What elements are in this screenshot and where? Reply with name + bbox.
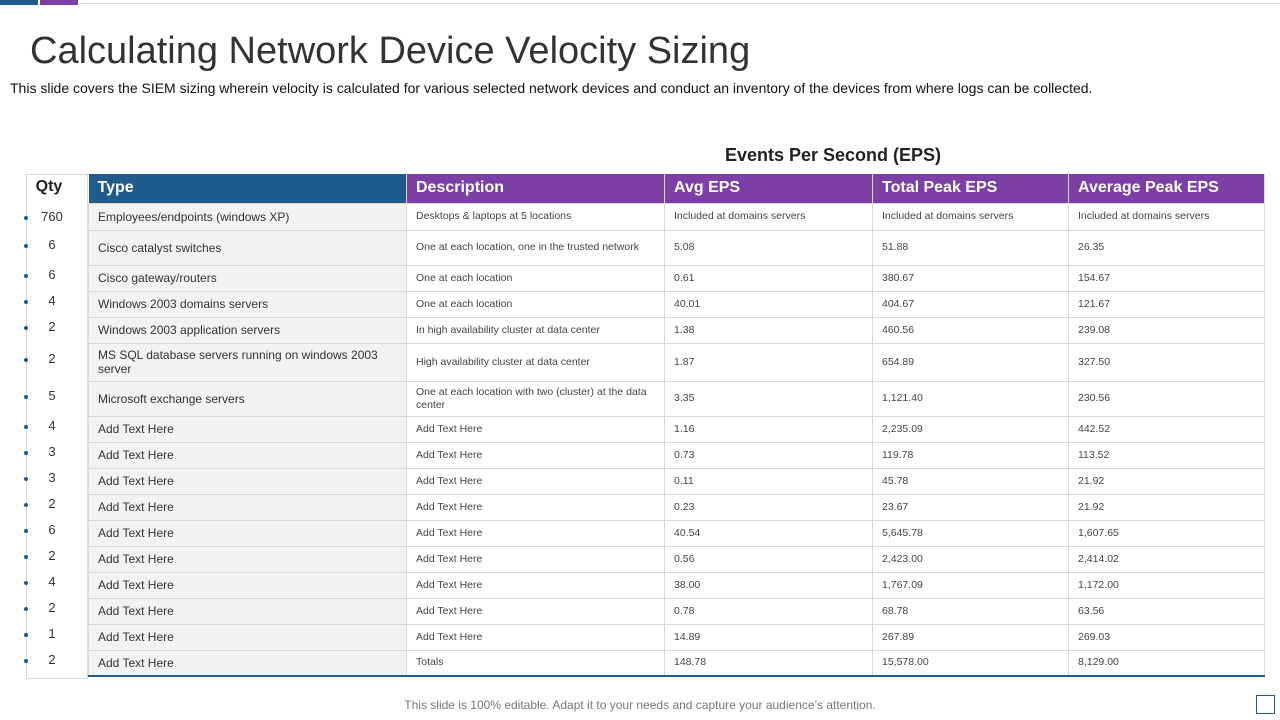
header-avg-eps: Avg EPS (665, 174, 873, 203)
cell-description: High availability cluster at data center (407, 343, 665, 381)
cell-type: Add Text Here (89, 468, 407, 494)
cell-type: Cisco catalyst switches (89, 230, 407, 265)
qty-column (26, 174, 88, 679)
cell-total-peak-eps: 15,578.00 (873, 650, 1069, 676)
cell-description: In high availability cluster at data center (407, 317, 665, 343)
qty-item (27, 267, 87, 287)
cell-total-peak-eps: 51.88 (873, 230, 1069, 265)
header-total-peak-eps: Total Peak EPS (873, 174, 1069, 203)
table-row (89, 494, 1265, 520)
qty-item (27, 626, 87, 646)
qty-value: 2 (48, 652, 56, 667)
cell-description: One at each location with two (cluster) at the data center (407, 381, 665, 416)
cell-avg-eps: 1.38 (665, 317, 873, 343)
bullet-icon (24, 555, 28, 559)
cell-average-peak-eps: 121.67 (1069, 291, 1265, 317)
cell-total-peak-eps: 2,423.00 (873, 546, 1069, 572)
qty-value: 2 (48, 548, 56, 563)
cell-average-peak-eps: 239.08 (1069, 317, 1265, 343)
header-type: Type (89, 174, 407, 203)
qty-value: 4 (48, 418, 56, 433)
qty-item (27, 496, 87, 516)
bullet-icon (24, 216, 28, 220)
cell-total-peak-eps: 1,121.40 (873, 381, 1069, 416)
table-row (89, 572, 1265, 598)
cell-average-peak-eps: 21.92 (1069, 468, 1265, 494)
cell-total-peak-eps: 404.67 (873, 291, 1069, 317)
cell-average-peak-eps: 2,414.02 (1069, 546, 1265, 572)
cell-avg-eps: 5.08 (665, 230, 873, 265)
qty-value: 6 (48, 522, 56, 537)
cell-avg-eps: 0.61 (665, 265, 873, 291)
cell-average-peak-eps: 21.92 (1069, 494, 1265, 520)
table-row (89, 291, 1265, 317)
accent-bar-purple (40, 0, 78, 5)
table-row (89, 442, 1265, 468)
qty-item (27, 548, 87, 568)
cell-description: Add Text Here (407, 494, 665, 520)
cell-avg-eps: 0.78 (665, 598, 873, 624)
cell-type: Employees/endpoints (windows XP) (89, 203, 407, 230)
cell-type: Add Text Here (89, 598, 407, 624)
table-row (89, 468, 1265, 494)
table-row (89, 650, 1265, 676)
table-row (89, 265, 1265, 291)
cell-avg-eps: 14.89 (665, 624, 873, 650)
qty-value: 4 (48, 293, 56, 308)
table-header-row (89, 174, 1265, 203)
cell-type: Windows 2003 application servers (89, 317, 407, 343)
cell-description: One at each location, one in the trusted network (407, 230, 665, 265)
bullet-icon (24, 358, 28, 362)
slide-title: Calculating Network Device Velocity Sizing (30, 30, 751, 72)
qty-item (27, 351, 87, 371)
cell-total-peak-eps: 380.67 (873, 265, 1069, 291)
table-row (89, 343, 1265, 381)
cell-avg-eps: 0.11 (665, 468, 873, 494)
qty-value: 2 (48, 496, 56, 511)
cell-type: Microsoft exchange servers (89, 381, 407, 416)
cell-average-peak-eps: 8,129.00 (1069, 650, 1265, 676)
cell-description: Add Text Here (407, 572, 665, 598)
footer-note: This slide is 100% editable. Adapt it to your needs and capture your audience’s attention. (404, 698, 876, 712)
cell-total-peak-eps: 267.89 (873, 624, 1069, 650)
top-divider (80, 3, 1280, 4)
cell-type: Add Text Here (89, 546, 407, 572)
cell-total-peak-eps: 45.78 (873, 468, 1069, 494)
table-row (89, 381, 1265, 416)
accent-bar-blue (0, 0, 38, 5)
qty-item (27, 574, 87, 594)
cell-type: Windows 2003 domains servers (89, 291, 407, 317)
table-row (89, 317, 1265, 343)
qty-value: 3 (48, 470, 56, 485)
cell-average-peak-eps: 63.56 (1069, 598, 1265, 624)
cell-avg-eps: Included at domains servers (665, 203, 873, 230)
cell-average-peak-eps: 154.67 (1069, 265, 1265, 291)
qty-value: 1 (48, 626, 56, 641)
cell-type: Add Text Here (89, 624, 407, 650)
qty-item (27, 470, 87, 490)
cell-avg-eps: 38.00 (665, 572, 873, 598)
cell-total-peak-eps: 23.67 (873, 494, 1069, 520)
cell-average-peak-eps: 1,607.65 (1069, 520, 1265, 546)
bullet-icon (24, 274, 28, 278)
cell-average-peak-eps: 327.50 (1069, 343, 1265, 381)
cell-total-peak-eps: 2,235.09 (873, 416, 1069, 442)
cell-type: Cisco gateway/routers (89, 265, 407, 291)
cell-total-peak-eps: 460.56 (873, 317, 1069, 343)
cell-avg-eps: 148.78 (665, 650, 873, 676)
cell-type: Add Text Here (89, 520, 407, 546)
cell-type: Add Text Here (89, 650, 407, 676)
cell-description: Add Text Here (407, 442, 665, 468)
qty-value: 6 (48, 237, 56, 252)
qty-value: 760 (41, 209, 63, 224)
qty-item (27, 209, 87, 229)
cell-avg-eps: 1.87 (665, 343, 873, 381)
bullet-icon (24, 477, 28, 481)
cell-avg-eps: 0.23 (665, 494, 873, 520)
bullet-icon (24, 659, 28, 663)
qty-item (27, 600, 87, 620)
bullet-icon (24, 607, 28, 611)
header-average-peak-eps: Average Peak EPS (1069, 174, 1265, 203)
bullet-icon (24, 633, 28, 637)
qty-item (27, 444, 87, 464)
cell-type: Add Text Here (89, 416, 407, 442)
qty-value: 2 (48, 351, 56, 366)
qty-item (27, 522, 87, 542)
qty-item (27, 237, 87, 257)
bullet-icon (24, 529, 28, 533)
qty-item (27, 418, 87, 438)
qty-value: 3 (48, 444, 56, 459)
bullet-icon (24, 300, 28, 304)
table-row (89, 520, 1265, 546)
table-row (89, 203, 1265, 230)
cell-description: Add Text Here (407, 598, 665, 624)
qty-item (27, 293, 87, 313)
qty-value: 6 (48, 267, 56, 282)
cell-description: Add Text Here (407, 416, 665, 442)
cell-avg-eps: 40.54 (665, 520, 873, 546)
cell-type: MS SQL database servers running on windows 2003 server (89, 343, 407, 381)
cell-description: Add Text Here (407, 546, 665, 572)
cell-average-peak-eps: 269.03 (1069, 624, 1265, 650)
bullet-icon (24, 326, 28, 330)
cell-type: Add Text Here (89, 494, 407, 520)
cell-description: Desktops & laptops at 5 locations (407, 203, 665, 230)
cell-avg-eps: 3.35 (665, 381, 873, 416)
eps-table (88, 174, 1265, 677)
cell-description: Add Text Here (407, 520, 665, 546)
qty-value: 2 (48, 600, 56, 615)
cell-total-peak-eps: Included at domains servers (873, 203, 1069, 230)
table-row (89, 598, 1265, 624)
table-row (89, 416, 1265, 442)
cell-description: Add Text Here (407, 624, 665, 650)
cell-average-peak-eps: 230.56 (1069, 381, 1265, 416)
bullet-icon (24, 503, 28, 507)
qty-item (27, 388, 87, 408)
cell-total-peak-eps: 68.78 (873, 598, 1069, 624)
cell-average-peak-eps: 113.52 (1069, 442, 1265, 468)
cell-description: Totals (407, 650, 665, 676)
qty-header: Qty (35, 178, 63, 195)
bullet-icon (24, 244, 28, 248)
corner-box (1256, 695, 1275, 714)
cell-avg-eps: 40.01 (665, 291, 873, 317)
table-row (89, 624, 1265, 650)
cell-average-peak-eps: 26.35 (1069, 230, 1265, 265)
table-row (89, 546, 1265, 572)
bullet-icon (24, 425, 28, 429)
header-description: Description (407, 174, 665, 203)
cell-type: Add Text Here (89, 572, 407, 598)
cell-avg-eps: 0.56 (665, 546, 873, 572)
cell-type: Add Text Here (89, 442, 407, 468)
cell-total-peak-eps: 5,645.78 (873, 520, 1069, 546)
cell-description: Add Text Here (407, 468, 665, 494)
cell-avg-eps: 1.16 (665, 416, 873, 442)
bullet-icon (24, 395, 28, 399)
qty-value: 4 (48, 574, 56, 589)
bullet-icon (24, 581, 28, 585)
cell-total-peak-eps: 654.89 (873, 343, 1069, 381)
eps-group-heading: Events Per Second (EPS) (724, 145, 942, 165)
cell-avg-eps: 0.73 (665, 442, 873, 468)
cell-average-peak-eps: 442.52 (1069, 416, 1265, 442)
cell-total-peak-eps: 1,767.09 (873, 572, 1069, 598)
qty-item (27, 652, 87, 672)
cell-total-peak-eps: 119.78 (873, 442, 1069, 468)
table-row (89, 230, 1265, 265)
cell-average-peak-eps: Included at domains servers (1069, 203, 1265, 230)
bullet-icon (24, 451, 28, 455)
qty-value: 2 (48, 319, 56, 334)
qty-value: 5 (48, 388, 56, 403)
cell-description: One at each location (407, 265, 665, 291)
slide-subtitle: This slide covers the SIEM sizing wherein velocity is calculated for various selected network devices and conduct an inventory of the devices from where logs can be collected. (10, 80, 1093, 96)
qty-item (27, 319, 87, 339)
cell-description: One at each location (407, 291, 665, 317)
cell-average-peak-eps: 1,172.00 (1069, 572, 1265, 598)
